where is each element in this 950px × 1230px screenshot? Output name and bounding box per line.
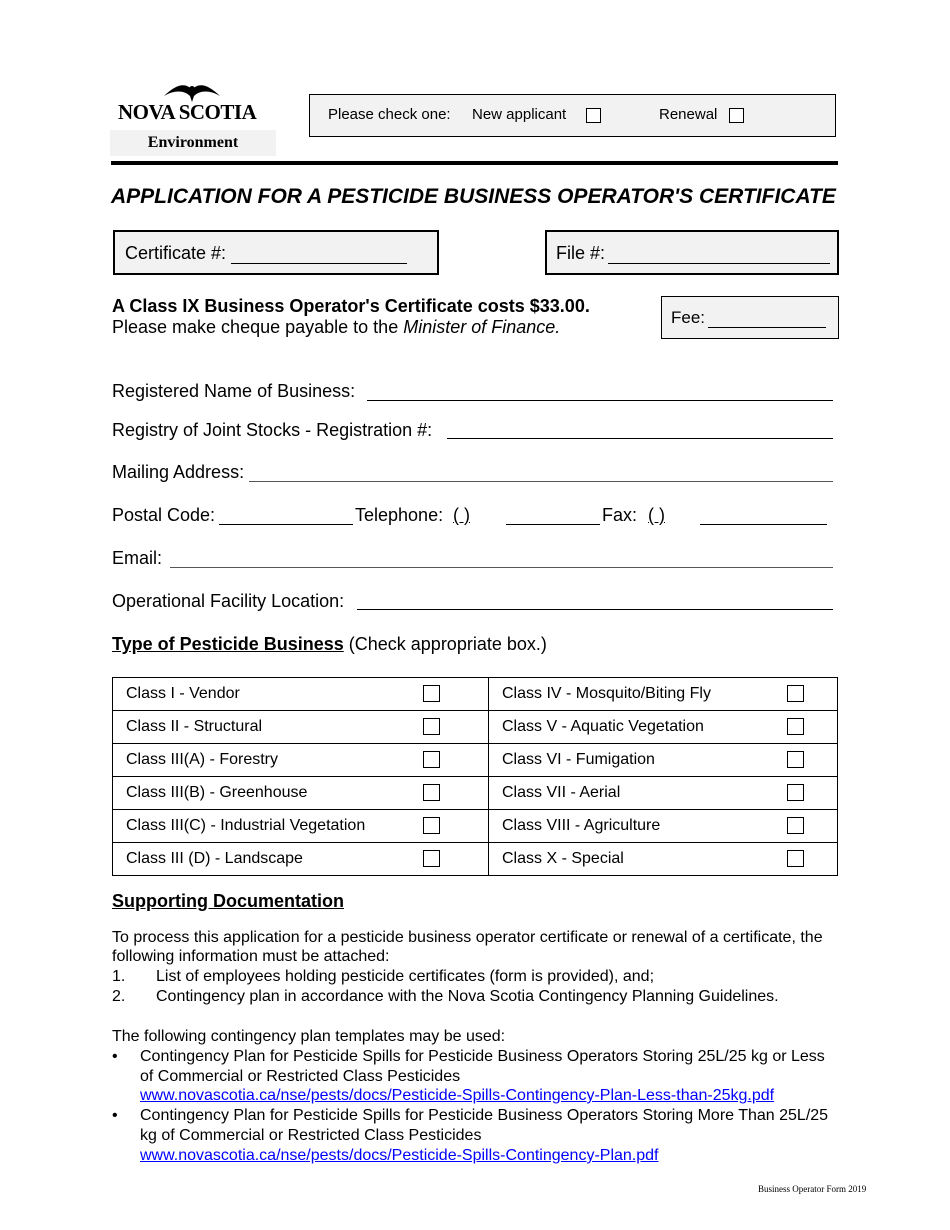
logo-wordmark: NOVA SCOTIA [118,100,257,124]
fee-field[interactable] [708,327,826,328]
class-label: Class X - Special [489,843,775,876]
bullet-icon: • [112,1107,118,1124]
class-checkbox[interactable] [423,718,440,735]
pesticide-type-note: (Check appropriate box.) [348,634,547,654]
class-label: Class III(C) - Industrial Vegetation [113,810,407,843]
mailing-address-field[interactable] [249,481,833,482]
class-checkbox[interactable] [423,784,440,801]
pesticide-type-title: Type of Pesticide Business [112,634,344,654]
telephone-label: Telephone: [355,505,444,525]
template-link-more-than-25kg[interactable]: www.novascotia.ca/nse/pests/docs/Pesticide-Spills-Contingency-Plan.pdf [140,1147,659,1164]
template-title-line1: Contingency Plan for Pesticide Spills for Pesticide Business Operators Storing More Than 25L/25 [140,1107,829,1124]
applicant-type-prompt: Please check one: [328,106,451,123]
renewal-checkbox[interactable] [729,108,744,123]
cheque-payee: Minister of Finance. [403,317,561,337]
table-row [113,843,838,876]
table-row [113,744,838,777]
list-item: Contingency plan in accordance with the Nova Scotia Contingency Planning Guidelines. [156,988,779,1005]
supporting-intro-line1: To process this application for a pesticide business operator certificate or renewal of a certificate, the [112,929,823,946]
email-label: Email: [112,548,163,568]
business-name-field[interactable] [367,400,833,401]
certificate-number-field[interactable] [231,263,407,264]
fax-label: Fax: [602,505,638,525]
class-checkbox[interactable] [787,784,804,801]
email-field[interactable] [170,567,833,568]
pesticide-type-heading [112,634,547,655]
postal-code-field[interactable] [219,524,353,525]
fax-area-code[interactable]: ( ) [648,505,665,525]
new-applicant-checkbox[interactable] [586,108,601,123]
class-checkbox[interactable] [787,751,804,768]
class-checkbox[interactable] [423,817,440,834]
template-title-line1: Contingency Plan for Pesticide Spills for Pesticide Business Operators Storing 25L/25 kg or Less [140,1048,825,1065]
bullet-icon: • [112,1048,118,1065]
form-footer: Business Operator Form 2019 [758,1184,867,1194]
list-item-number: 1. [112,968,126,985]
registry-label: Registry of Joint Stocks - Registration #: [112,420,433,440]
telephone-field[interactable] [506,524,600,525]
class-checkbox[interactable] [787,685,804,702]
table-row [113,810,838,843]
table-row [113,711,838,744]
renewal-label: Renewal [659,106,718,123]
page-title: APPLICATION FOR A PESTICIDE BUSINESS OPERATOR'S CERTIFICATE [111,185,836,208]
fax-field[interactable] [700,524,827,525]
cheque-instruction [112,317,560,338]
header-divider [111,161,838,165]
class-label: Class IV - Mosquito/Biting Fly [489,678,775,711]
class-label: Class I - Vendor [113,678,407,711]
templates-intro: The following contingency plan templates may be used: [112,1028,506,1045]
new-applicant-label: New applicant [472,106,567,123]
class-label: Class VIII - Agriculture [489,810,775,843]
class-label: Class III (D) - Landscape [113,843,407,876]
supporting-docs-heading: Supporting Documentation [112,891,344,911]
template-link-less-than-25kg[interactable]: www.novascotia.ca/nse/pests/docs/Pesticide-Spills-Contingency-Plan-Less-than-25kg.pdf [140,1087,775,1104]
template-title-line2: kg of Commercial or Restricted Class Pesticides [140,1127,482,1144]
file-number-label: File #: [556,243,606,263]
file-number-box [545,230,839,275]
class-label: Class VII - Aerial [489,777,775,810]
class-checkbox[interactable] [787,817,804,834]
class-label: Class III(B) - Greenhouse [113,777,407,810]
certificate-number-label: Certificate #: [125,243,227,263]
list-item-number: 2. [112,988,126,1005]
logo-department: Environment [110,130,276,156]
class-checkbox[interactable] [423,685,440,702]
facility-location-field[interactable] [357,609,833,610]
class-checkbox[interactable] [787,850,804,867]
cheque-prefix: Please make cheque payable to the [112,317,399,337]
postal-code-label: Postal Code: [112,505,216,525]
list-item: List of employees holding pesticide certificates (form is provided), and; [156,968,655,985]
fee-box [661,296,839,339]
class-label: Class V - Aquatic Vegetation [489,711,775,744]
table-row [113,678,838,711]
applicant-type-bar [309,94,836,137]
class-label: Class III(A) - Forestry [113,744,407,777]
class-label: Class II - Structural [113,711,407,744]
fee-label: Fee: [671,308,706,327]
business-name-label: Registered Name of Business: [112,381,356,401]
file-number-field[interactable] [608,263,830,264]
certificate-cost-text: A Class IX Business Operator's Certificate costs $33.00. [112,296,590,316]
facility-location-label: Operational Facility Location: [112,591,345,611]
telephone-area-code[interactable]: ( ) [453,505,470,525]
mailing-address-label: Mailing Address: [112,462,245,482]
pesticide-class-table [112,677,838,876]
certificate-number-box [113,230,439,275]
osprey-emblem-icon [162,80,222,102]
table-row [113,777,838,810]
nova-scotia-logo [110,80,276,156]
class-checkbox[interactable] [787,718,804,735]
class-checkbox[interactable] [423,850,440,867]
template-title-line2: of Commercial or Restricted Class Pesticides [140,1068,461,1085]
registry-field[interactable] [447,438,833,439]
supporting-intro-line2: following information must be attached: [112,948,390,965]
class-checkbox[interactable] [423,751,440,768]
class-label: Class VI - Fumigation [489,744,775,777]
